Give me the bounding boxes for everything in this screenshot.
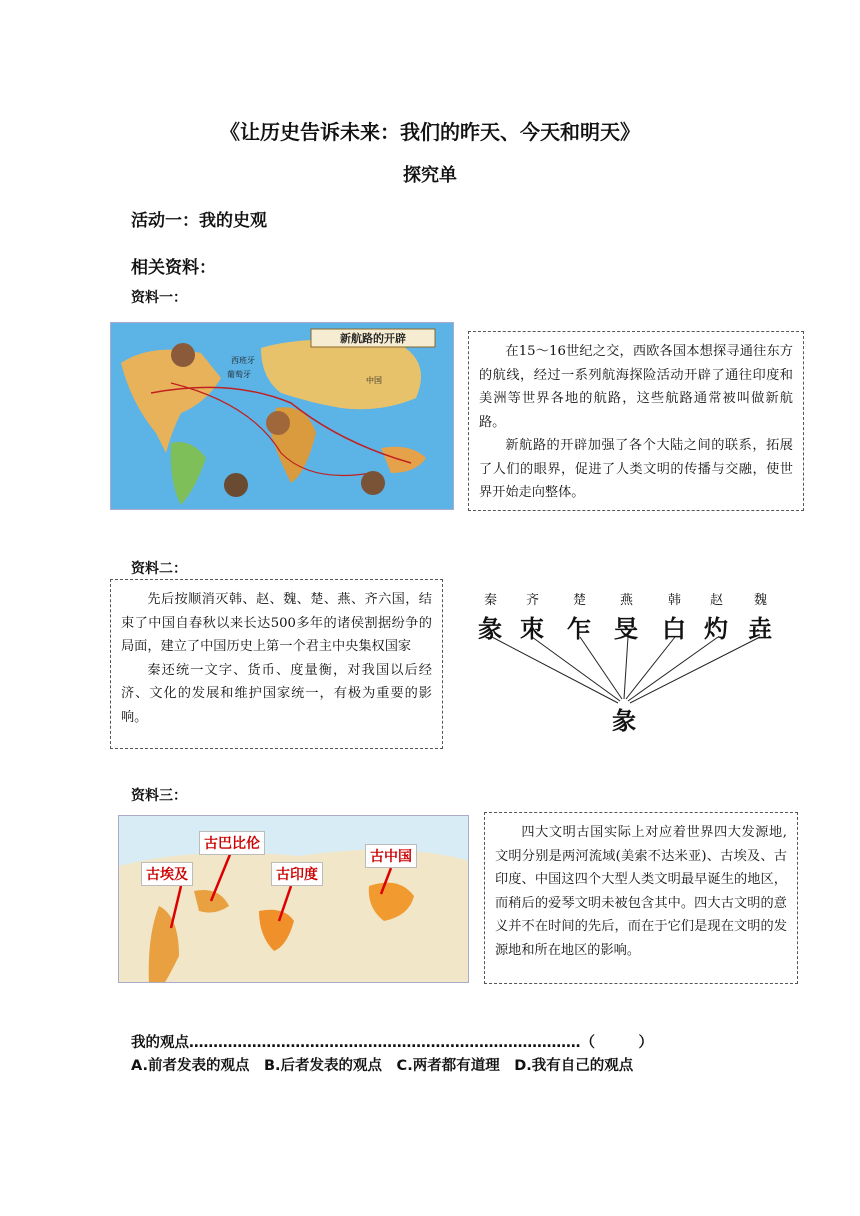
script-glyph: 彖 (478, 615, 502, 643)
map-label-china: 中国 (366, 376, 382, 385)
document-subtitle: 探究单 (403, 165, 457, 186)
material1-text-box (468, 331, 804, 511)
material3-text-box (484, 812, 798, 984)
question-prompt: 我的观点………………………………………………………………………（ ） (131, 1035, 653, 1051)
map-label-portugal: 葡萄牙 (227, 370, 251, 379)
material1-paragraph-1: 在15～16世纪之交，西欧各国本想探寻通往东方的航线，经过一系列航海探险活动开辟了通往印度和美洲等世界各地的航路，这些航路通常被叫做新航路。 (479, 344, 793, 430)
material2-text-box (110, 579, 443, 749)
script-glyph: 灼 (704, 615, 728, 643)
label-india: 古印度 (271, 862, 323, 886)
activity-heading: 活动一：我的史观 (131, 211, 267, 231)
label-egypt: 古埃及 (141, 862, 193, 886)
label-babylon: 古巴比伦 (199, 831, 265, 855)
state-name: 韩 (668, 593, 682, 608)
script-glyph: 旻 (614, 615, 638, 643)
state-name: 燕 (620, 593, 634, 608)
unified-glyph: 彖 (612, 707, 636, 735)
script-glyph: 垚 (748, 615, 772, 643)
state-name: 秦 (484, 593, 498, 608)
map-label-spain: 西班牙 (231, 356, 255, 365)
new-sea-routes-map (110, 322, 454, 510)
material3-paragraph: 四大文明古国实际上对应着世界四大发源地,文明分别是两河流域(美索不达米亚)、古埃及、古印度、中国这四个大型人类文明最早诞生的地区，而稍后的爱琴文明未被包含其中。四大古文明的意义并不在时间的先后，而在于它们是现在文明的发源地和所在地区的影响。 (495, 825, 787, 958)
state-name: 魏 (754, 593, 768, 608)
material2-heading: 资料二： (131, 561, 187, 577)
ancient-civilizations-map (118, 815, 469, 983)
script-glyph: 白 (662, 615, 686, 643)
state-name: 赵 (710, 593, 724, 608)
material1-paragraph-2: 新航路的开辟加强了各个大陆之间的联系，拓展了人们的眼界，促进了人类文明的传播与交融，使世界开始走向整体。 (479, 438, 793, 500)
question-options: A.前者发表的观点 B.后者发表的观点 C.两者都有道理 D.我有自己的观点 (131, 1058, 634, 1074)
material1-heading: 资料一： (131, 290, 187, 306)
document-title: 《让历史告诉未来：我们的昨天、今天和明天》 (220, 120, 640, 144)
script-glyph: 朿 (520, 615, 544, 643)
state-name: 楚 (573, 593, 587, 608)
state-name: 齐 (526, 593, 540, 608)
script-glyph: 乍 (567, 615, 591, 643)
material2-paragraph-2: 秦还统一文字、货币、度量衡，对我国以后经济、文化的发展和维护国家统一，有极为重要的影响。 (121, 662, 432, 725)
material3-heading: 资料三： (131, 788, 187, 804)
related-heading: 相关资料： (131, 258, 216, 278)
script-unification-diagram (470, 585, 790, 735)
material2-paragraph-1: 先后按顺消灭韩、赵、魏、楚、燕、齐六国，结束了中国自春秋以来长达500多年的诸侯割据纷争的局面，建立了中国历史上第一个君主中央集权国家 (121, 592, 432, 654)
label-china: 古中国 (365, 844, 417, 868)
map-title: 新航路的开辟 (340, 332, 406, 345)
